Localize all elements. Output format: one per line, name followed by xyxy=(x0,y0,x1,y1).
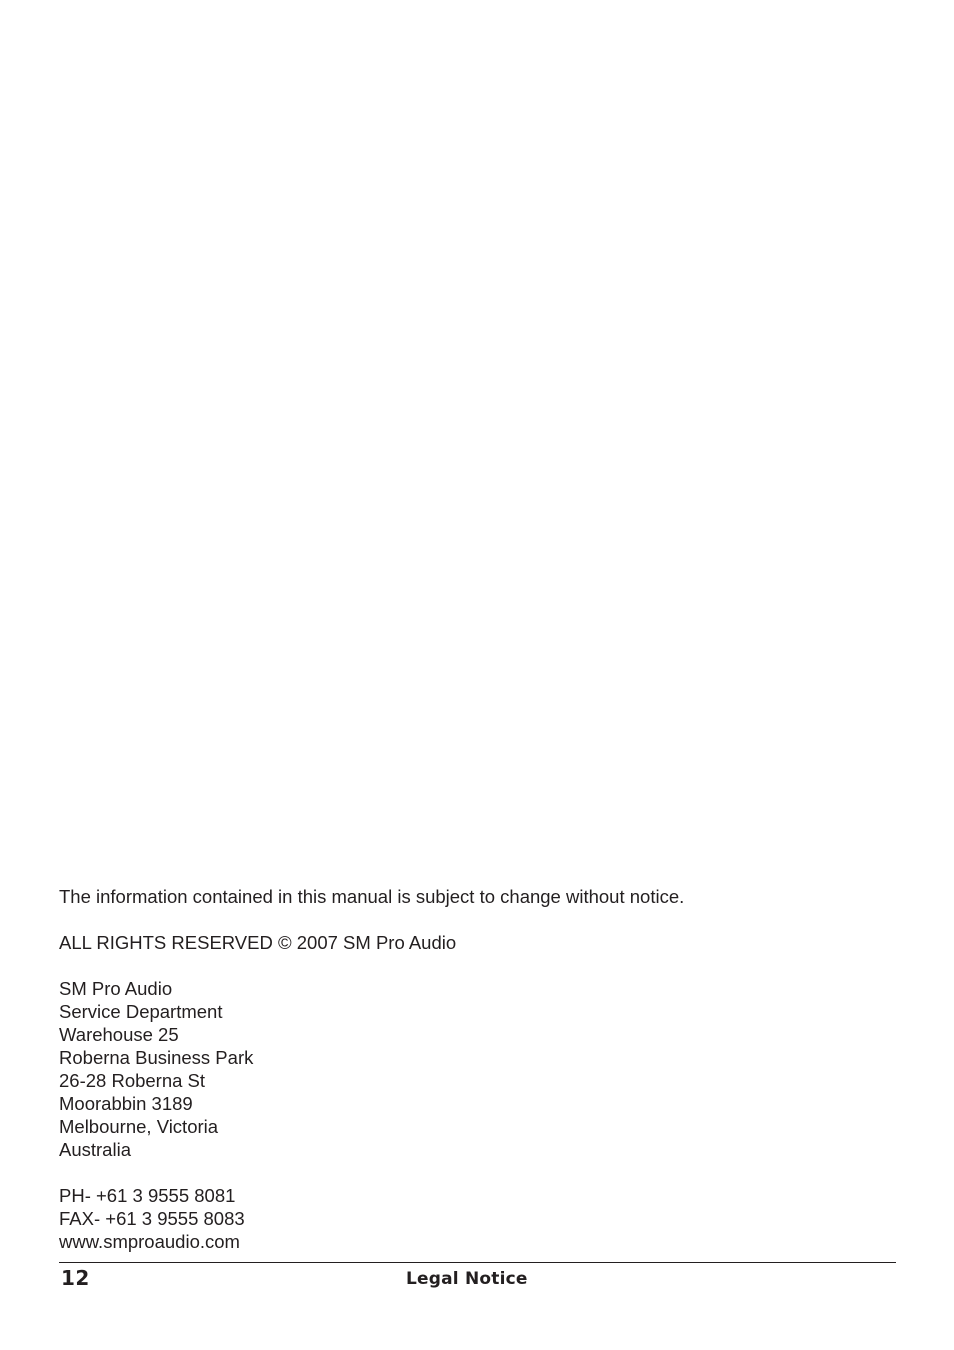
phone-number: PH- +61 3 9555 8081 xyxy=(59,1185,236,1206)
address-line: Warehouse 25 xyxy=(59,1024,179,1045)
footer-section-title: Legal Notice xyxy=(406,1269,528,1289)
address-line: SM Pro Audio xyxy=(59,978,173,999)
page-number: 12 xyxy=(61,1266,90,1290)
company-address xyxy=(59,977,899,1161)
contact-info xyxy=(59,1184,899,1253)
footer-divider xyxy=(59,1262,896,1263)
change-notice: The information contained in this manual is subject to change without notice. xyxy=(59,886,685,907)
legal-notice-body xyxy=(59,885,899,1253)
address-line: Melbourne, Victoria xyxy=(59,1116,219,1137)
website-link[interactable]: www.smproaudio.com xyxy=(59,1231,240,1252)
address-line: 26-28 Roberna St xyxy=(59,1070,206,1091)
address-line: Roberna Business Park xyxy=(59,1047,254,1068)
address-line: Moorabbin 3189 xyxy=(59,1093,193,1114)
fax-number: FAX- +61 3 9555 8083 xyxy=(59,1208,245,1229)
copyright-line: ALL RIGHTS RESERVED © 2007 SM Pro Audio xyxy=(59,932,457,953)
address-line: Service Department xyxy=(59,1001,223,1022)
address-line: Australia xyxy=(59,1139,131,1160)
